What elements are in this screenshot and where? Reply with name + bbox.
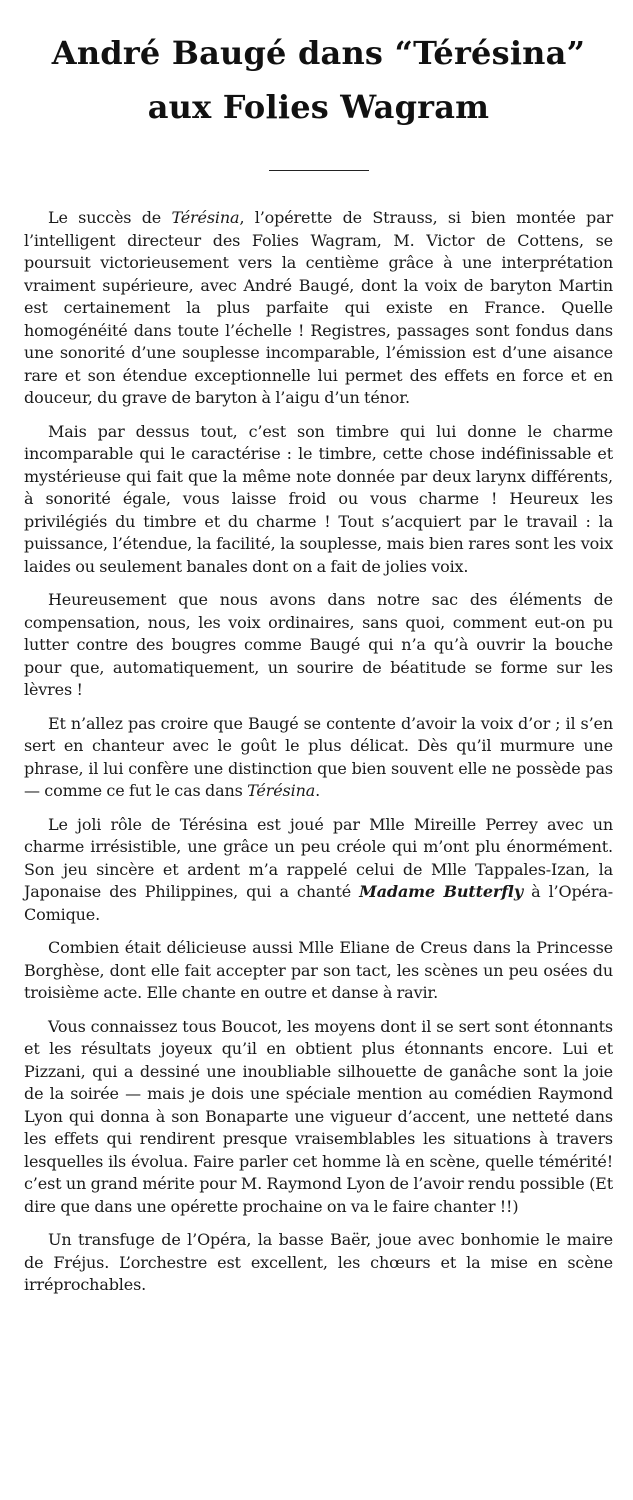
paragraph-5-italic-title: Madame Butterfly <box>359 882 524 901</box>
article-body <box>24 207 613 1297</box>
paragraph-4 <box>24 713 613 803</box>
article-title <box>24 26 613 134</box>
paragraph-2: Mais par dessus tout, c’est son timbre qui lui donne le charme incomparable qui le caractérise : le timbre, cette chose indéfinissable et mystérieuse qui fait que la même note donnée par deux larynx différents, à sonorité égale, vous laisse froid ou vous charme ! Heureux les privilégiés du timbre et du charme ! Tout s’acquiert par le travail : la puissance, l’étendue, la facilité, la souplesse, mais bien rares sont les voix laides ou seulement banales dont on a fait de jolies voix. <box>24 421 613 576</box>
paragraph-1-text-a: Le succès de <box>48 208 172 227</box>
title-divider <box>269 170 369 171</box>
paragraph-1 <box>24 207 613 410</box>
article-title-line-1: André Baugé dans “Térésina” <box>51 34 586 72</box>
paragraph-5-text-b: à l’Opéra-Comique. <box>24 882 614 924</box>
paragraph-7: Vous connaissez tous Boucot, les moyens dont il se sert sont étonnants et les résultats joyeux qu’il en obtient plus étonnants encore. Lui et Pizzani, qui a dessiné une inoubliable silhouette de ganâche sont la joie de la soirée — mais je dois une spéciale mention au comédien Raymond Lyon qui donna à son Bonaparte une vigueur d’accent, une netteté dans les effets qui rendirent presque vraisemblables les situations à travers lesquelles ils évolua. Faire parler cet homme là en scène, quelle témérité! c’est un grand mérite pour M. Raymond Lyon de l’avoir rendu possible (Et dire que dans une opérette prochaine on va le faire chanter !!) <box>24 1016 613 1216</box>
paragraph-5 <box>24 814 613 927</box>
paragraph-4-text-b: . <box>315 781 321 800</box>
paragraph-3: Heureusement que nous avons dans notre sac des éléments de compensation, nous, les voix ordinaires, sans quoi, comment eut-on pu lutter contre des bougres comme Baugé qui n’a qu’à ouvrir la bouche pour que, automatiquement, un sourire de béatitude se forme sur les lèvres ! <box>24 590 613 699</box>
paragraph-4-text-a: Et n’allez pas croire que Baugé se contente d’avoir la voix d’or ; il s’en sert en chanteur avec le goût le plus délicat. Dès qu’il murmure une phrase, il lui confère une distinction que bien souvent elle ne possède pas — comme ce fut le cas dans <box>24 713 613 800</box>
paragraph-4-italic-title: Térésina <box>247 781 316 800</box>
paragraph-6: Combien était délicieuse aussi Mlle Eliane de Creus dans la Princesse Borghèse, dont elle fait accepter par son tact, les scènes un peu osées du troisième acte. Elle chante en outre et danse à ravir. <box>24 938 613 1002</box>
paragraph-1-text-b: , l’opérette de Strauss, si bien montée par l’intelligent directeur des Folies Wagram, M. Victor de Cottens, se poursuit victorieusement vers la centième grâce à une interprétation vraiment supérieure, avec André Baugé, dont la voix de baryton Martin est certainement la plus parfaite qui existe en France. Quelle homogénéité dans toute l’échelle ! Registres, passages sont fondus dans une sonorité d’une souplesse incomparable, l’émission est d’une aisance rare et son étendue exceptionnelle lui permet des effets en force et en douceur, du grave de baryton à l’aigu d’un ténor. <box>24 208 613 407</box>
paragraph-8: Un transfuge de l’Opéra, la basse Baër, joue avec bonhomie le maire de Fréjus. L’orchestre est excellent, les chœurs et la mise en scène irréprochables. <box>24 1230 613 1294</box>
paragraph-5-text-a: Le joli rôle de Térésina est joué par Mlle Mireille Perrey avec un charme irrésistible, une grâce un peu créole qui m’ont plu énormément. Son jeu sincère et ardent m’a rappelé celui de Mlle Tappales-Izan, la Japonaise des Philippines, qui a chanté <box>24 814 613 901</box>
paragraph-1-italic-title: Térésina <box>171 208 240 227</box>
article-title-line-2: aux Folies Wagram <box>147 88 490 126</box>
